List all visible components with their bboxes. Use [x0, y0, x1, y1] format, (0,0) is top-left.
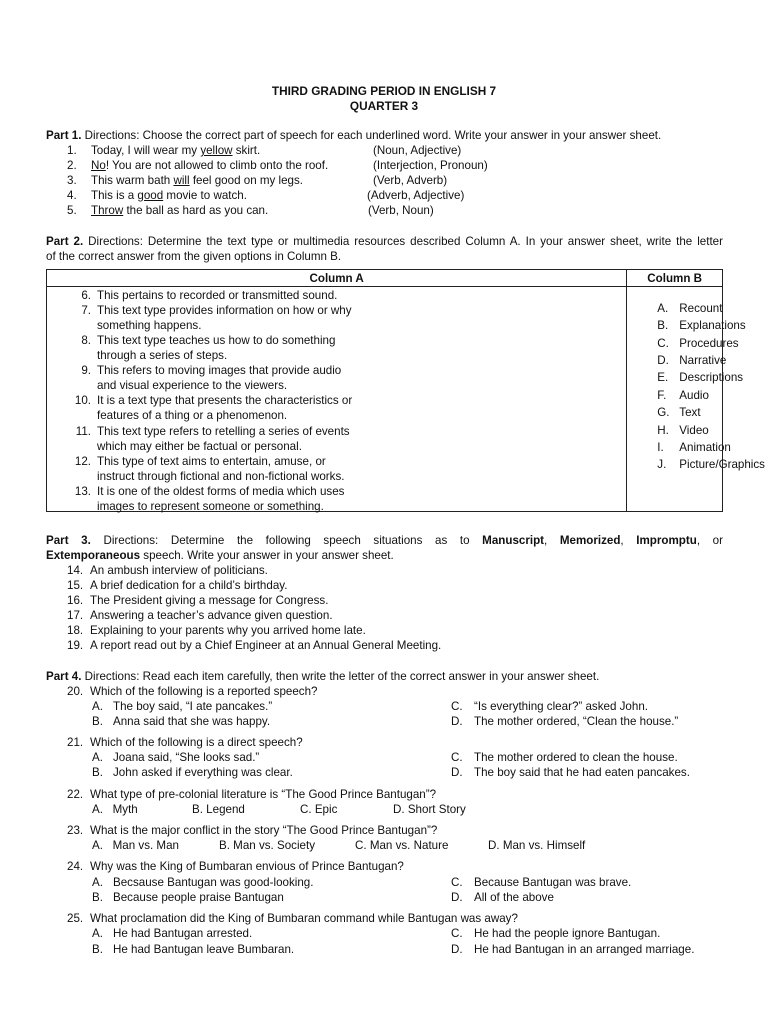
- item-text: An ambush interview of politicians.: [90, 564, 268, 577]
- part3-directions-text-cont: speech. Write your answer in your answer sheet.: [140, 549, 394, 562]
- part3-directions-text: Directions: Determine the following speech situations as to: [103, 534, 470, 547]
- option-text: Recount: [679, 302, 723, 315]
- option-letter: E.: [657, 371, 669, 384]
- option-text: He had Bantugan in an arranged marriage.: [474, 943, 695, 956]
- option-d: D. Man vs. Himself: [488, 839, 586, 852]
- option-text: Anna said that she was happy.: [113, 715, 271, 728]
- option-text: Audio: [679, 389, 709, 402]
- part4-directions: [46, 670, 599, 683]
- column-a-cell: [47, 287, 627, 512]
- question-number: 24.: [67, 860, 84, 873]
- option-letter: A.: [92, 876, 103, 889]
- page-subtitle: QUARTER 3: [349, 99, 419, 113]
- option-letter: C.: [451, 927, 463, 940]
- option-letter: D.: [451, 891, 463, 904]
- option-letter: D.: [451, 943, 463, 956]
- option-a: A. Myth: [92, 803, 138, 816]
- option-text: Descriptions: [679, 371, 744, 384]
- item-number: 14.: [67, 564, 84, 577]
- item-text-pre: Today, I will wear my: [91, 144, 201, 157]
- item-text: It is one of the oldest forms of media which uses: [97, 485, 345, 498]
- question-text: Which of the following is a reported speech?: [90, 685, 318, 698]
- option-a: A. Man vs. Man: [92, 839, 179, 852]
- item-choices: (Interjection, Pronoun): [373, 159, 488, 172]
- option-text: Becsause Bantugan was good-looking.: [113, 876, 314, 889]
- matching-table: [46, 269, 765, 513]
- item-number: 11.: [75, 425, 91, 438]
- item-text-pre: This warm bath: [91, 174, 174, 187]
- option-text: Because people praise Bantugan: [113, 891, 284, 904]
- item-text: [91, 204, 268, 217]
- option-letter: C.: [657, 337, 669, 350]
- item-number: 17.: [67, 609, 84, 622]
- option-d: D. Short Story: [393, 803, 466, 816]
- item-text-post: skirt.: [232, 144, 261, 157]
- question-text: What type of pre-colonial literature is “The Good Prince Bantugan”?: [90, 788, 437, 801]
- underlined-word: Throw: [91, 204, 124, 217]
- speech-type-impromptu: Impromptu: [636, 534, 697, 547]
- option-c: C. Man vs. Nature: [355, 839, 449, 852]
- option-letter: C.: [451, 876, 463, 889]
- speech-type-manuscript: Manuscript: [482, 534, 545, 547]
- column-a-list: [47, 287, 384, 511]
- item-number: 1.: [67, 144, 77, 157]
- option-letter: J.: [657, 458, 667, 471]
- option-text: Explanations: [679, 319, 746, 332]
- option-text: Joana said, “She looks sad.”: [113, 751, 260, 764]
- item-text-post: movie to watch.: [163, 189, 247, 202]
- item-choices: (Verb, Adverb): [373, 174, 448, 187]
- part4-label: Part 4.: [46, 670, 82, 683]
- option-letter: I.: [657, 441, 664, 454]
- item-number: 8.: [81, 334, 91, 347]
- question-text: Which of the following is a direct speech?: [90, 736, 303, 749]
- item-text-cont: through a series of steps.: [97, 349, 228, 362]
- item-text-cont: images to represent someone or something.: [97, 500, 324, 513]
- item-number: 16.: [67, 594, 84, 607]
- item-text-cont: which may either be factual or personal.: [97, 440, 302, 453]
- item-number: 4.: [67, 189, 77, 202]
- option-letter: A.: [657, 302, 669, 315]
- item-number: 13.: [74, 485, 91, 498]
- item-text: This text type refers to retelling a series of events: [97, 425, 350, 438]
- item-text: [91, 144, 260, 157]
- item-text: The President giving a message for Congress.: [90, 594, 329, 607]
- item-text-pre: This is a: [91, 189, 138, 202]
- item-number: 18.: [67, 624, 84, 637]
- item-text: This text type provides information on how or why: [97, 304, 352, 317]
- option-letter: C.: [451, 751, 463, 764]
- item-number: 10.: [74, 394, 91, 407]
- option-letter: D.: [451, 766, 463, 779]
- part3-directions-cont: [46, 549, 394, 562]
- column-b-cell: [627, 287, 765, 512]
- item-number: 5.: [67, 204, 77, 217]
- option-text: “Is everything clear?” asked John.: [474, 700, 648, 713]
- option-text: Text: [679, 406, 701, 419]
- item-number: 12.: [74, 455, 91, 468]
- option-letter: G.: [657, 406, 670, 419]
- option-c: C. Epic: [300, 803, 338, 816]
- item-number: 19.: [67, 639, 84, 652]
- page-title: THIRD GRADING PERIOD IN ENGLISH 7: [271, 84, 497, 98]
- speech-type-memorized: Memorized: [559, 534, 621, 547]
- column-b-header: Column B: [627, 270, 723, 287]
- option-b: B. Man vs. Society: [219, 839, 316, 852]
- item-text: It is a text type that presents the characteristics or: [97, 394, 353, 407]
- option-text: John asked if everything was clear.: [113, 766, 293, 779]
- item-text: This type of text aims to entertain, amuse, or: [97, 455, 326, 468]
- item-number: 9.: [81, 364, 91, 377]
- option-letter: A.: [92, 751, 103, 764]
- conjunction: or: [712, 534, 723, 547]
- option-letter: B.: [92, 766, 103, 779]
- item-text-post: ! You are not allowed to climb onto the roof.: [105, 159, 329, 172]
- column-a-header: Column A: [47, 270, 627, 287]
- question-text: What proclamation did the King of Bumbaran command while Bantugan was away?: [90, 912, 518, 925]
- part2-directions-cont: of the correct answer from the given options in Column B.: [46, 250, 342, 263]
- option-text: He had Bantugan leave Bumbaran.: [113, 943, 295, 956]
- item-text: This text type teaches us how to do something: [97, 334, 336, 347]
- question-number: 21.: [67, 736, 84, 749]
- item-text: This refers to moving images that provide audio: [97, 364, 342, 377]
- part1-label: Part 1.: [46, 129, 82, 142]
- option-letter: A.: [92, 927, 103, 940]
- item-text: [91, 189, 247, 202]
- part2-directions-text: Directions: Determine the text type or multimedia resources described Column A. In your answer sheet, write the letter: [83, 235, 723, 248]
- option-letter: H.: [657, 424, 669, 437]
- item-text: Explaining to your parents why you arrived home late.: [90, 624, 366, 637]
- question-number: 22.: [67, 788, 84, 801]
- item-number: 6.: [81, 289, 91, 302]
- option-text: Because Bantugan was brave.: [474, 876, 632, 889]
- part3-label: Part 3.: [46, 534, 91, 547]
- item-text-cont: features of a thing or a phenomenon.: [97, 409, 288, 422]
- question-text: What is the major conflict in the story “The Good Prince Bantugan”?: [90, 824, 438, 837]
- option-letter: F.: [657, 389, 667, 402]
- part2-label: Part 2.: [46, 235, 84, 248]
- item-text: A report read out by a Chief Engineer at an Annual General Meeting.: [90, 639, 442, 652]
- option-text: He had Bantugan arrested.: [113, 927, 253, 940]
- item-number: 2.: [67, 159, 77, 172]
- option-letter: C.: [451, 700, 463, 713]
- option-text: The boy said that he had eaten pancakes.: [474, 766, 690, 779]
- part1-directions-text: Directions: Choose the correct part of speech for each underlined word. Write your answer in your answer sheet.: [81, 129, 662, 142]
- option-text: Video: [679, 424, 709, 437]
- question-number: 20.: [67, 685, 84, 698]
- item-number: 7.: [81, 304, 91, 317]
- item-text-cont: something happens.: [97, 319, 202, 332]
- speech-type-extemporaneous: Extemporaneous: [46, 549, 141, 562]
- question-text: Why was the King of Bumbaran envious of Prince Bantugan?: [90, 860, 404, 873]
- item-text: [91, 174, 303, 187]
- item-text-cont: instruct through fictional and non-fictional works.: [97, 470, 345, 483]
- item-text-post: feel good on my legs.: [189, 174, 304, 187]
- part1-directions: [46, 129, 661, 142]
- option-text: The mother ordered to clean the house.: [474, 751, 678, 764]
- underlined-word: will: [173, 174, 190, 187]
- item-text: [91, 159, 328, 172]
- item-number: 15.: [67, 579, 84, 592]
- item-text: A brief dedication for a child’s birthday.: [90, 579, 288, 592]
- option-letter: B.: [657, 319, 669, 332]
- underlined-word: good: [137, 189, 164, 202]
- question-number: 25.: [67, 912, 84, 925]
- option-text: Picture/Graphics: [679, 458, 765, 471]
- item-text-cont: and visual experience to the viewers.: [97, 379, 288, 392]
- option-text: All of the above: [474, 891, 554, 904]
- item-text: This pertains to recorded or transmitted sound.: [97, 289, 338, 302]
- part2-directions: [46, 235, 723, 248]
- option-text: The mother ordered, “Clean the house.”: [474, 715, 679, 728]
- item-choices: (Noun, Adjective): [373, 144, 462, 157]
- option-text: Procedures: [679, 337, 739, 350]
- option-letter: A.: [92, 700, 103, 713]
- option-letter: B.: [92, 715, 103, 728]
- option-letter: B.: [92, 891, 103, 904]
- option-text: The boy said, “I ate pancakes.”: [113, 700, 273, 713]
- option-b: B. Legend: [192, 803, 245, 816]
- column-b-list: [627, 287, 765, 511]
- part4-directions-text: Directions: Read each item carefully, then write the letter of the correct answer in your answer sheet.: [81, 670, 600, 683]
- question-number: 23.: [67, 824, 84, 837]
- item-choices: (Adverb, Adjective): [367, 189, 465, 202]
- part3-directions: Part 3. Directions: Determine the following speech situations as to Manuscript, Memorized, Impromptu, or: [46, 534, 723, 547]
- underlined-word: No: [91, 159, 106, 172]
- item-choices: (Verb, Noun): [368, 204, 434, 217]
- option-text: He had the people ignore Bantugan.: [474, 927, 661, 940]
- option-letter: D.: [451, 715, 463, 728]
- item-text-post: the ball as hard as you can.: [123, 204, 269, 217]
- option-letter: D.: [657, 354, 669, 367]
- underlined-word: yellow: [200, 144, 233, 157]
- item-number: 3.: [67, 174, 77, 187]
- item-text: Answering a teacher’s advance given question.: [90, 609, 333, 622]
- option-letter: B.: [92, 943, 103, 956]
- option-text: Animation: [679, 441, 731, 454]
- option-text: Narrative: [679, 354, 727, 367]
